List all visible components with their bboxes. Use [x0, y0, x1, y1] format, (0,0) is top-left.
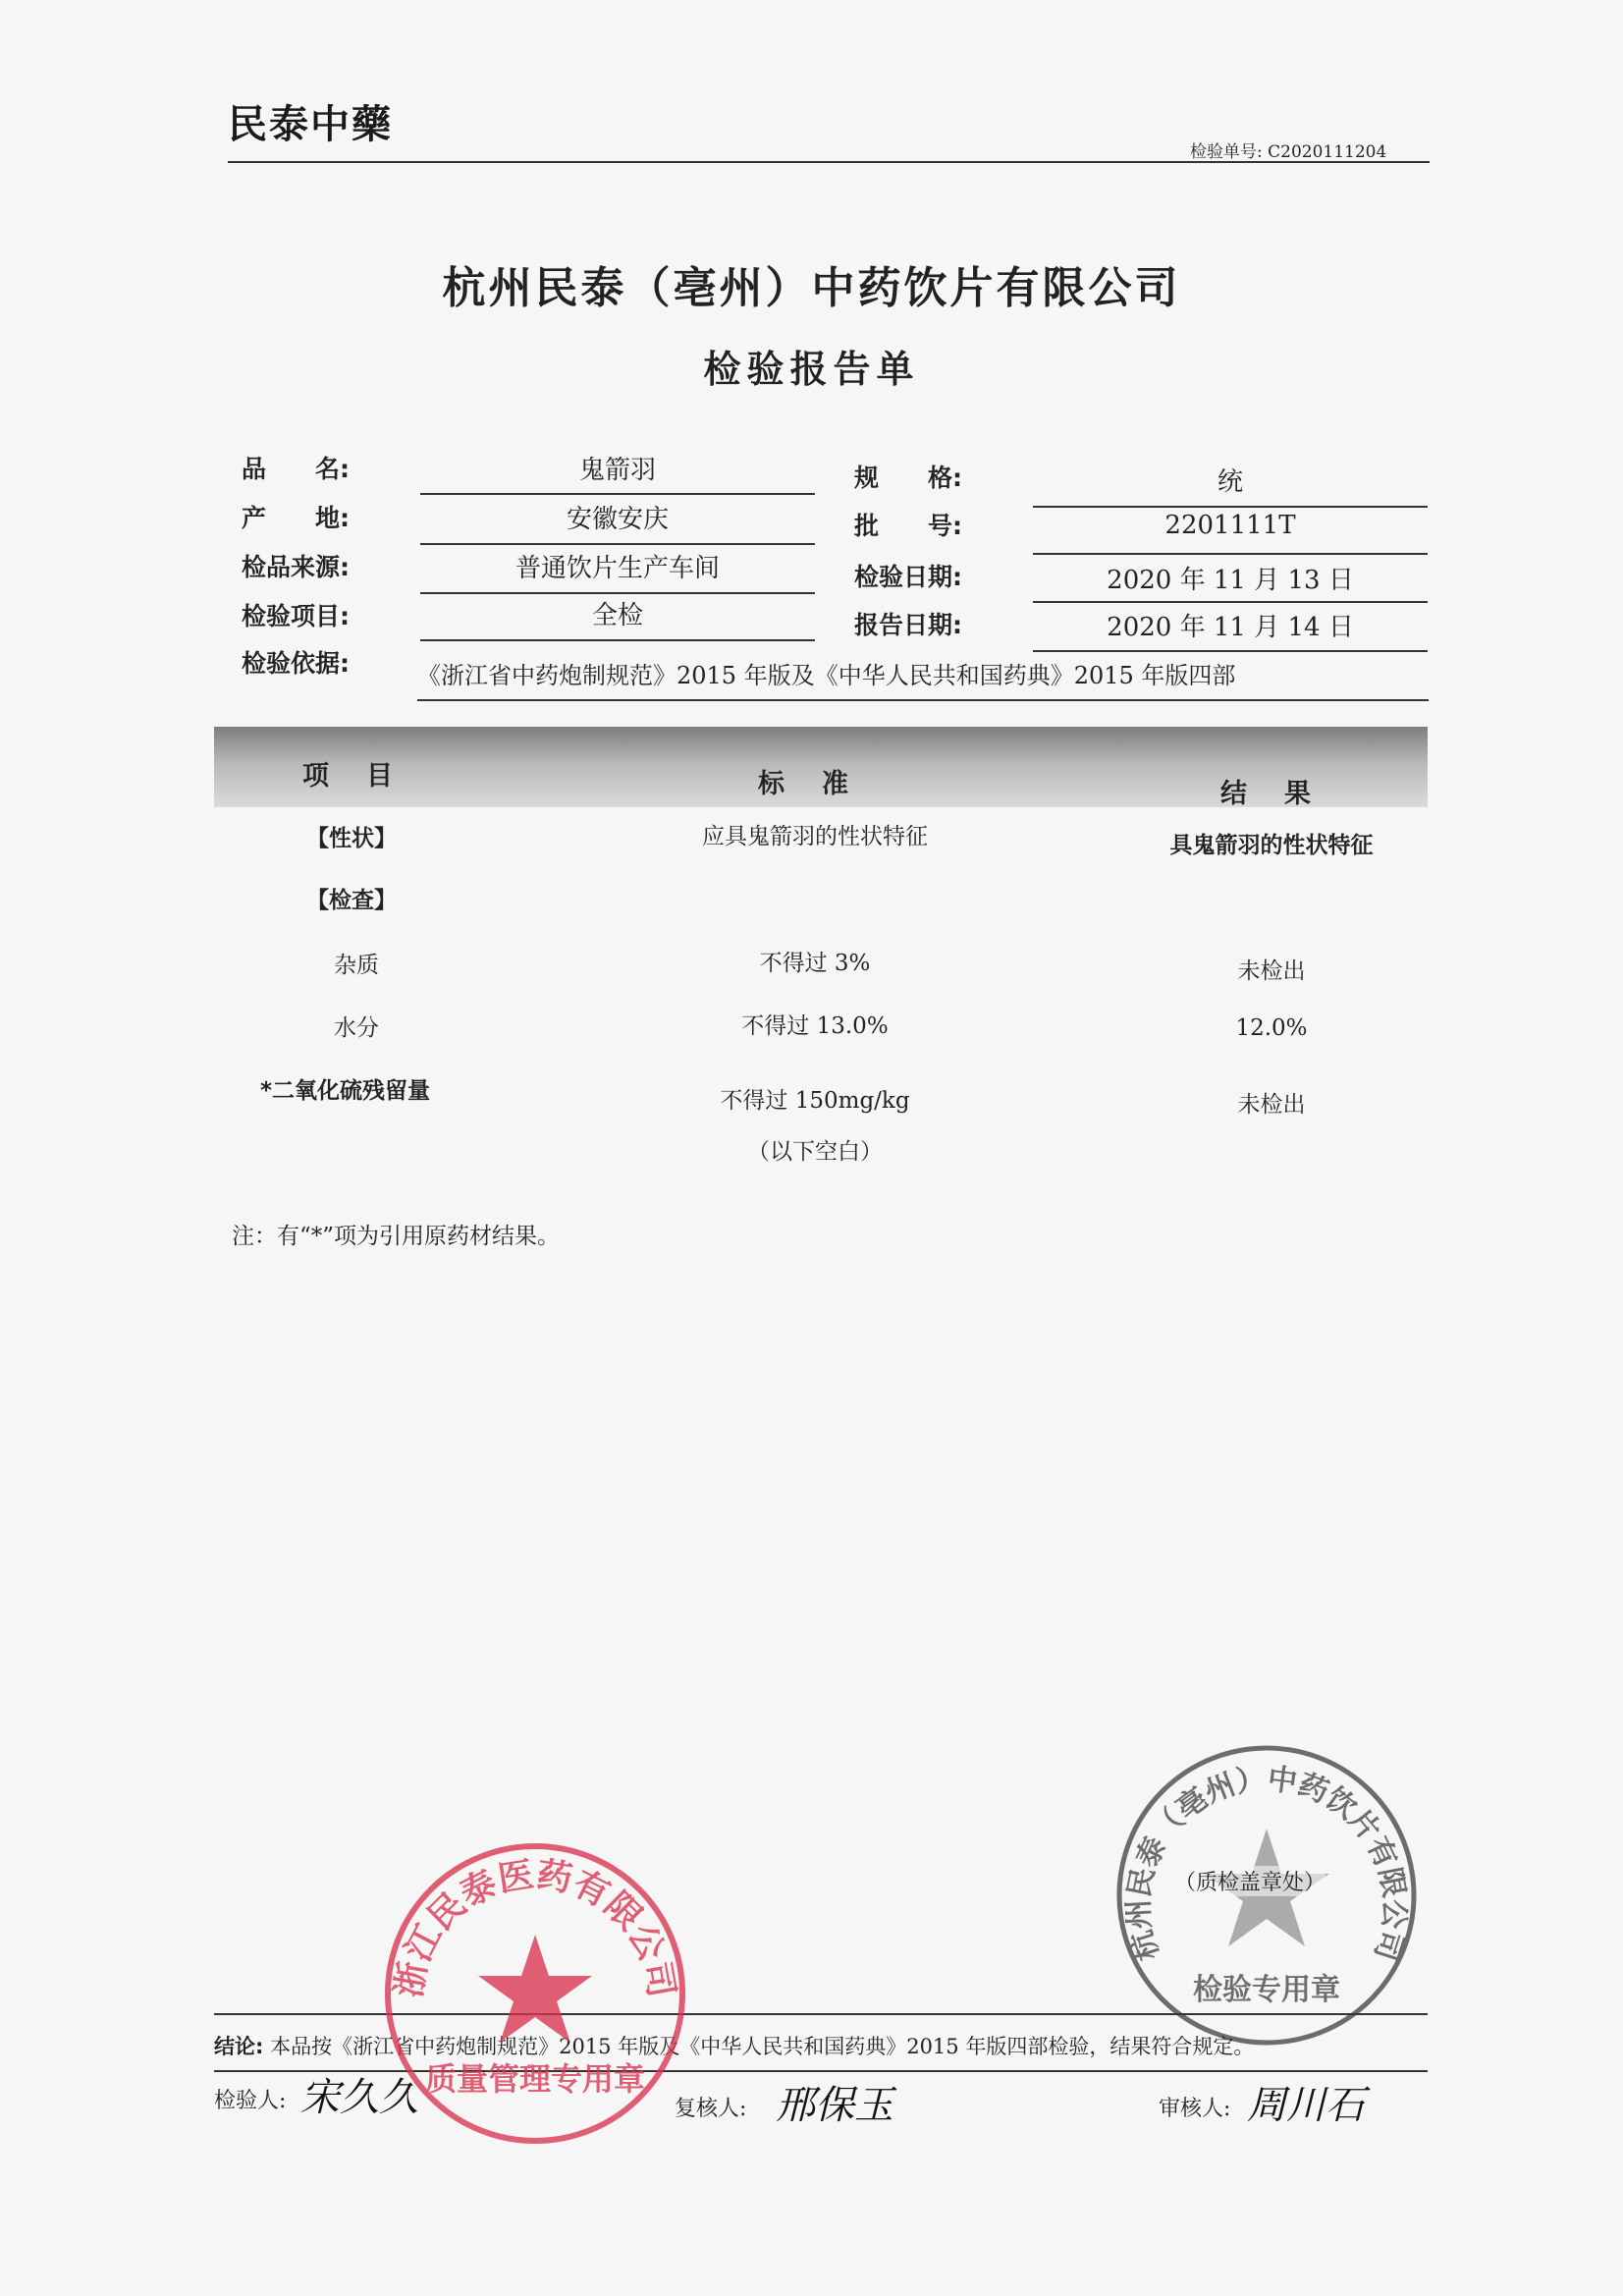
quality-stamp-star	[478, 1935, 592, 2043]
row-item: 杂质	[334, 953, 379, 978]
header-standard: 标准	[758, 769, 886, 799]
report-number-value: C2020111204	[1268, 142, 1387, 162]
batch-underline	[1033, 553, 1428, 555]
basis-label: 检验依据:	[242, 649, 350, 678]
report-number-label: 检验单号:	[1190, 142, 1263, 162]
footnote: 注：有“*”项为引用原药材结果。	[232, 1224, 561, 1249]
row-item: *二氧化硫残留量	[260, 1078, 431, 1104]
source-value: 普通饮片生产车间	[514, 554, 720, 583]
conclusion-label: 结论:	[214, 2035, 264, 2058]
report-number	[1190, 137, 1386, 162]
source-underline	[420, 592, 815, 594]
origin-label: 产 地:	[242, 504, 350, 532]
name-label: 品 名:	[242, 455, 350, 483]
stamp-placement-note: （质检盖章处）	[1174, 1866, 1325, 1896]
row-standard: 应具鬼箭羽的性状特征	[702, 824, 928, 849]
header-result: 结果	[1220, 779, 1348, 809]
spec-underline	[1033, 506, 1428, 508]
approver-label: 审核人:	[1159, 2097, 1231, 2121]
inspector-signature: 宋久久	[300, 2075, 418, 2120]
row-standard: 不得过 13.0%	[741, 1013, 889, 1039]
name-value: 鬼箭羽	[578, 456, 656, 485]
row-result: 未检出	[1237, 1092, 1306, 1118]
quality-stamp-center-text: 质量管理专用章	[424, 2060, 646, 2098]
document-title: 检验报告单	[703, 348, 920, 391]
reviewer-signature: 邢保玉	[776, 2083, 893, 2128]
row-item: 【性状】	[306, 826, 397, 851]
inspector-label: 检验人:	[214, 2089, 287, 2113]
name-underline	[420, 493, 815, 495]
inspection-stamp-ring-text: 杭州民泰（亳州）中药饮片有限公司	[1121, 1762, 1412, 1965]
inspect-date-underline	[1033, 601, 1428, 603]
spec-label: 规 格:	[854, 464, 962, 492]
source-label: 检品来源:	[242, 553, 350, 581]
report-date-label: 报告日期:	[854, 611, 962, 639]
batch-label: 批 号:	[854, 512, 962, 540]
basis-value: 《浙江省中药炮制规范》2015 年版及《中华人民共和国药典》2015 年版四部	[417, 662, 1236, 689]
row-result: 未检出	[1237, 958, 1306, 984]
row-item: 【检查】	[306, 888, 397, 913]
spec-value: 统	[1217, 467, 1243, 497]
quality-stamp-ring-text: 浙江民泰医药有限公司	[389, 1854, 681, 2001]
row-item: 水分	[334, 1015, 379, 1041]
inspect-date-value: 2020 年 11 月 13 日	[1107, 566, 1354, 595]
item-label: 检验项目:	[242, 602, 350, 630]
conclusion	[214, 2031, 1254, 2060]
conclusion-text: 本品按《浙江省中药炮制规范》2015 年版及《中华人民共和国药典》2015 年版四部检验，结果符合规定。	[270, 2035, 1255, 2058]
report-date-value: 2020 年 11 月 14 日	[1107, 613, 1354, 642]
origin-underline	[420, 543, 815, 545]
reviewer-label: 复核人:	[675, 2097, 747, 2121]
header-item: 项目	[302, 761, 430, 792]
approver-signature: 周川石	[1247, 2083, 1365, 2128]
row-result: 12.0%	[1235, 1015, 1308, 1041]
batch-value: 2201111T	[1164, 511, 1296, 540]
row-standard: 不得过 150mg/kg	[720, 1088, 910, 1114]
company-logo: 民泰中藥	[228, 102, 393, 147]
quality-stamp	[378, 1836, 692, 2151]
item-value: 全检	[591, 601, 643, 630]
blank-note: （以下空白）	[747, 1139, 883, 1165]
header-rule	[228, 161, 1430, 163]
row-result: 具鬼箭羽的性状特征	[1169, 833, 1374, 858]
report-date-underline	[1033, 650, 1428, 652]
inspect-date-label: 检验日期:	[854, 563, 962, 591]
row-standard: 不得过 3%	[759, 951, 871, 976]
item-underline	[420, 639, 815, 641]
inspection-stamp-center-text: 检验专用章	[1193, 1973, 1340, 2007]
company-name: 杭州民泰（亳州）中药饮片有限公司	[442, 263, 1181, 313]
basis-underline	[417, 699, 1429, 701]
origin-value: 安徽安庆	[566, 505, 669, 534]
